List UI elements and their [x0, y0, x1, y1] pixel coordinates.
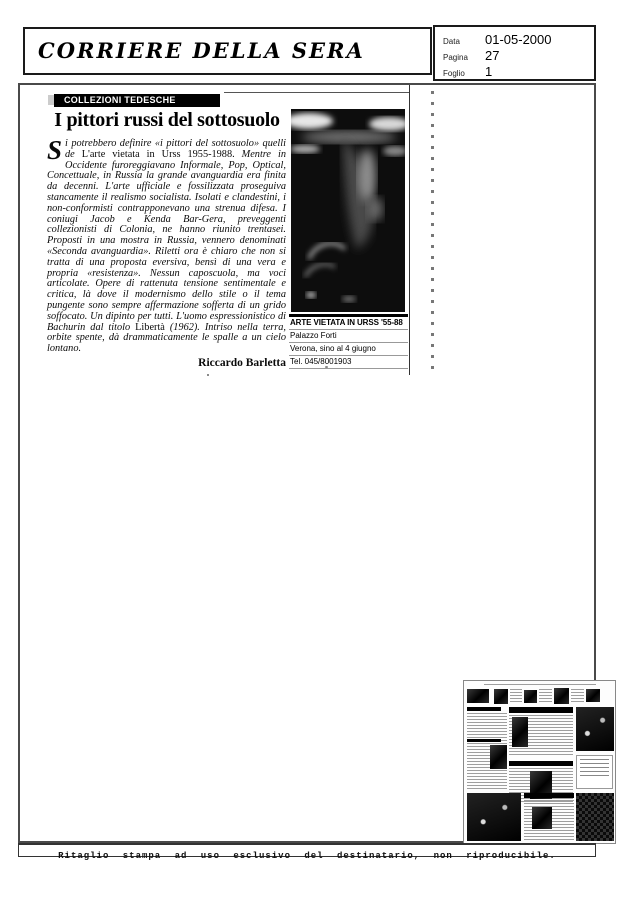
thumb-photo-textured [576, 793, 614, 841]
body-segment-roman: L'arte vietata in Urss 1955-1988. [81, 148, 235, 160]
article-byline: Riccardo Barletta [198, 356, 286, 369]
meta-value-foglio: 1 [485, 64, 493, 79]
thumb-photo-large [467, 793, 521, 841]
thumb-text [510, 689, 522, 704]
cutoff-text-marks [431, 91, 434, 369]
thumb-photo [512, 717, 528, 747]
disclaimer-text: Ritaglio stampa ad uso esclusivo del destinatario, non riproducibile. [58, 851, 556, 861]
drop-cap: S [47, 135, 63, 165]
thumb-photo [532, 807, 552, 829]
column-divider [409, 85, 410, 375]
exhibition-venue: Palazzo Forti [289, 330, 408, 343]
thumb-photo [524, 690, 537, 703]
thumb-photo [586, 689, 600, 702]
thumb-top-line [484, 684, 596, 687]
thumb-photo [494, 689, 508, 704]
thumb-section-bar [467, 707, 501, 711]
article-body [47, 135, 286, 369]
meta-value-pagina: 27 [485, 48, 500, 63]
meta-label-pagina: Pagina [443, 53, 468, 62]
thumb-masthead [467, 689, 489, 703]
scan-speck [325, 366, 328, 368]
article-kicker: COLLEZIONI TEDESCHE [54, 94, 220, 107]
body-segment: i potrebbero definire «i pittori del sottosuolo» quelli de [65, 138, 286, 160]
exhibition-where-when: Verona, sino al 4 giugno [289, 343, 408, 356]
meta-row-data [443, 32, 594, 48]
exhibition-title: ARTE VIETATA IN URSS '55-88 [289, 317, 408, 330]
body-segment: Mentre in Occidente furoreggiavano Informale, Pop, Optical, Concettuale, in Russia la grande avanguardia era finita da decenni. L'arte ufficiale e fossilizzata proseguiva stancamente il realismo socialista. Isolati e clandestini, i non-conformisti contrapponevano una strenua difesa. I coniugi Jacob e Kenda Bar-Gera, preveggenti collezionisti di Colonia, ne hanno riunito trentasei. Proposti in una mostra in Russia, vennero denominati «Seconda avanguardia». Riletti ora è chiaro che non si tratta di una proposta eversiva, bensì di una vera e propria «resistenza». Nessun caposcuola, ma voci articolate. Opere di rattenuta tensione sentimentale e critica, là dove il modernismo dello stile o il tema pungente sono sempre affermazione sofferta di un grido soffocato. Un dipinto per tutti. L'uomo espressionistico di Bachurin dal titolo [47, 148, 286, 333]
thumb-text [571, 689, 584, 704]
thumb-photo [554, 688, 569, 704]
page-thumbnail [463, 680, 616, 844]
thumb-headline-bar [509, 761, 573, 766]
scan-speck [207, 374, 209, 376]
thumb-headline-bar [524, 793, 574, 798]
meta-row-pagina [443, 48, 594, 64]
article-headline: I pittori russi del sottosuolo [54, 109, 280, 131]
meta-row-foglio [443, 64, 594, 80]
masthead-box [23, 27, 432, 75]
thumb-headline-bar [509, 707, 573, 713]
newspaper-masthead: CORRIERE DELLA SERA [38, 38, 365, 63]
painting-image [291, 109, 405, 312]
body-segment: (1962). Intriso nella terra, orbite spente, dà drammaticamente le spalle a un cielo lontano. [47, 321, 286, 355]
disclaimer-strip [18, 843, 596, 861]
thumb-section-bar [467, 739, 501, 742]
thumb-ad-box [576, 755, 613, 789]
clipping-area [18, 83, 596, 843]
meta-label-data: Data [443, 37, 460, 46]
meta-label-foglio: Foglio [443, 69, 465, 78]
scan-rule [224, 92, 410, 93]
thumb-photo-large [576, 707, 614, 751]
clipping-meta-box [433, 25, 596, 81]
thumb-text [539, 689, 552, 704]
exhibition-phone: Tel. 045/8001903 [289, 356, 408, 369]
meta-value-data: 01-05-2000 [485, 32, 552, 47]
thumb-photo [490, 745, 507, 769]
exhibition-infobox [289, 314, 408, 369]
body-title-mention: Libertà [135, 321, 165, 333]
